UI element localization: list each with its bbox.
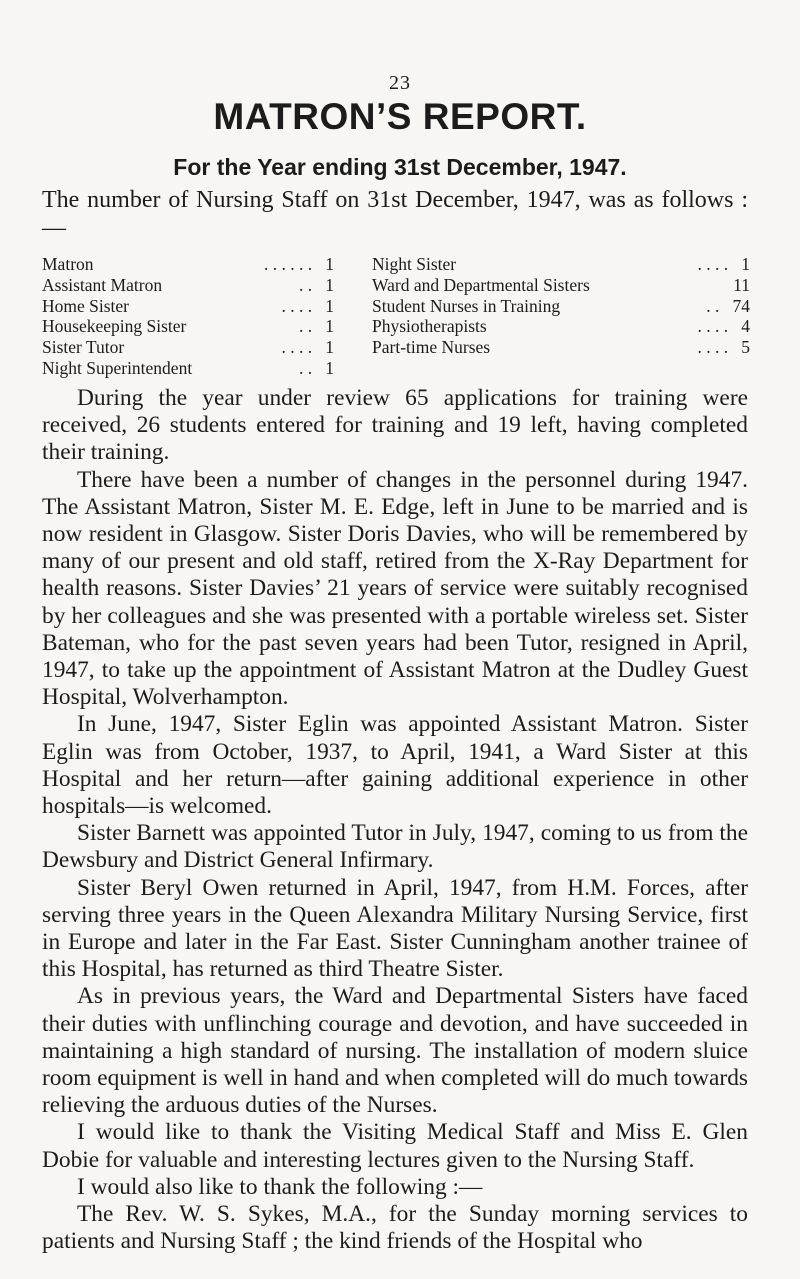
staff-role: Night Superintendent (42, 357, 193, 378)
staff-role: Night Sister (372, 254, 457, 274)
staff-row (42, 316, 334, 337)
staff-count: . . . . 1 (281, 337, 334, 358)
staff-role: Matron (42, 254, 94, 274)
intro-paragraph: The number of Nursing Staff on 31st December, 1947, was as follows :— (42, 187, 748, 241)
paragraph: There have been a number of changes in the personnel during 1947. The Assistant Matron, Sister M. E. Edge, left in June to be married and is now resident in Glasgow. Sister Doris Davies, who will be remembered by many of our present and old staff, retired from the X-Ray Department for health reasons. Sister Davies’ 21 years of service were suitably recognised by her colleagues and she was presented with a portable wireless set. Sister Bateman, who for the past seven years had been Tutor, resigned in April, 1947, to take up the appointment of Assistant Matron at the Dudley Guest Hospital, Wolverhampton. (42, 466, 748, 711)
staff-row (42, 358, 334, 379)
paragraph: I would also like to thank the following :— (77, 1173, 483, 1200)
staff-role: Home Sister (42, 295, 130, 316)
staff-count: . . 1 (299, 357, 334, 378)
staff-row (372, 316, 750, 337)
paragraph: In June, 1947, Sister Eglin was appointed Assistant Matron. Sister Eglin was from October, 1937, to April, 1941, a Ward Sister at this Hospital and her return—after gaining additional experience in other hospitals—is welcomed. (42, 711, 748, 820)
staff-count: . . . . 5 (697, 337, 750, 358)
staff-row (42, 337, 334, 358)
page-title: MATRON’S REPORT. (213, 96, 587, 137)
staff-column-left (42, 254, 334, 379)
staff-count: . . . . 1 (281, 295, 334, 316)
staff-role: Part-time Nurses (372, 337, 491, 358)
staff-count: . . 1 (299, 274, 334, 295)
report-body (42, 385, 748, 1256)
staff-row (42, 296, 334, 317)
staff-role: Assistant Matron (42, 274, 163, 295)
page-number: 23 (389, 72, 411, 94)
staff-row (372, 275, 750, 296)
staff-role: Physiotherapists (372, 316, 487, 337)
staff-row (372, 254, 750, 275)
staff-role: Student Nurses in Training (372, 295, 561, 316)
paragraph: The Rev. W. S. Sykes, M.A., for the Sunday morning services to patients and Nursing Staff ; the kind friends of the Hospital who (42, 1201, 748, 1255)
paragraph: During the year under review 65 applications for training were received, 26 students entered for training and 19 left, having completed their training. (42, 385, 748, 466)
staff-count: . . 74 (706, 295, 750, 316)
staff-column-right (372, 254, 750, 358)
paragraph: I would like to thank the Visiting Medical Staff and Miss E. Glen Dobie for valuable and interesting lectures given to the Nursing Staff. (42, 1119, 748, 1173)
staff-count: . . . . . . 1 (264, 254, 334, 274)
staff-row (372, 337, 750, 358)
paragraph: Sister Beryl Owen returned in April, 1947, from H.M. Forces, after serving three years in the Queen Alexandra Military Nursing Service, first in Europe and later in the Far East. Sister Cunningham another trainee of this Hospital, has returned as third Theatre Sister. (42, 874, 748, 983)
staff-role: Ward and Departmental Sisters (372, 274, 590, 295)
staff-role: Sister Tutor (42, 337, 125, 358)
page-subtitle: For the Year ending 31st December, 1947. (173, 154, 627, 180)
staff-role: Housekeeping Sister (42, 316, 187, 337)
staff-row (42, 254, 334, 275)
staff-count: 11 (733, 274, 750, 295)
staff-row (42, 275, 334, 296)
staff-count: . . . . 1 (697, 254, 750, 274)
staff-count: . . . . 4 (697, 316, 750, 337)
paragraph: As in previous years, the Ward and Departmental Sisters have faced their duties with unflinching courage and devotion, and have succeeded in maintaining a high standard of nursing. The installation of modern sluice room equipment is well in hand and when completed will do much towards relieving the arduous duties of the Nurses. (42, 983, 748, 1119)
staff-count: . . 1 (299, 316, 334, 337)
staff-row (372, 296, 750, 317)
paragraph: Sister Barnett was appointed Tutor in July, 1947, coming to us from the Dewsbury and District General Infirmary. (42, 820, 748, 874)
